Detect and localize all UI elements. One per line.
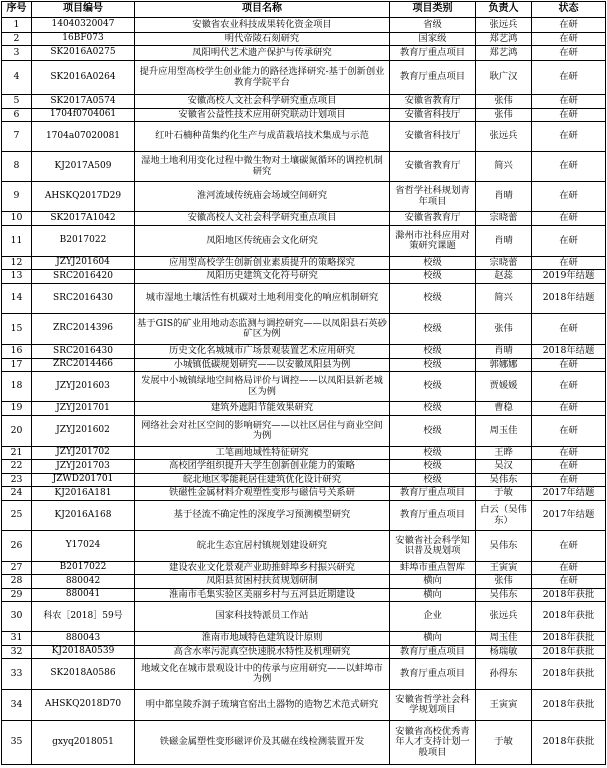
project-category-cell: 校级 — [390, 447, 476, 460]
table-row — [2, 575, 606, 589]
project-category-cell: 校级 — [390, 270, 476, 284]
project-code-cell: JZYJ201703 — [32, 460, 135, 474]
project-category-cell: 横向 — [390, 575, 476, 589]
project-leader-cell: 张远兵 — [476, 122, 532, 152]
project-name-cell: 淮南市毛集实验区美丽乡村与五河县近期建设 — [135, 589, 390, 602]
table-row — [2, 109, 606, 122]
project-leader-cell: 贾媛媛 — [476, 372, 532, 402]
project-leader-cell: 耿广汉 — [476, 61, 532, 95]
project-status-cell: 2018年获批 — [532, 721, 606, 765]
header-cell-status: 状态 — [532, 2, 606, 18]
project-name-cell: 发展中小城镇绿地空间格局评价与调控——以凤阳县新老城区为例 — [135, 372, 390, 402]
row-index-cell: 20 — [2, 416, 32, 447]
project-leader-cell: 肖晴 — [476, 345, 532, 359]
project-name-cell: 皖北生态宜居村镇规划建设研究 — [135, 531, 390, 562]
project-category-cell: 教育厅重点项目 — [390, 646, 476, 659]
project-leader-cell: 郑艺鸿 — [476, 33, 532, 46]
project-code-cell: JZYJ201604 — [32, 257, 135, 270]
project-status-cell: 在研 — [532, 212, 606, 226]
table-row — [2, 122, 606, 152]
project-status-cell: 2018年获批 — [532, 646, 606, 659]
table-row — [2, 562, 606, 575]
table-row — [2, 33, 606, 46]
table-row — [2, 531, 606, 562]
project-category-cell: 校级 — [390, 314, 476, 345]
project-leader-cell: 简兴 — [476, 152, 532, 182]
row-index-cell: 17 — [2, 359, 32, 372]
project-name-cell: 安徽省公益性技术应用研究联动计划项目 — [135, 109, 390, 122]
project-code-cell: 16BF073 — [32, 33, 135, 46]
project-code-cell: KJ2018A0539 — [32, 646, 135, 659]
project-name-cell: 工笔画地域性特征研究 — [135, 447, 390, 460]
project-category-cell: 校级 — [390, 402, 476, 416]
project-status-cell: 在研 — [532, 226, 606, 257]
project-category-cell: 横向 — [390, 589, 476, 602]
project-category-cell: 校级 — [390, 460, 476, 474]
project-code-cell: KJ2016A168 — [32, 501, 135, 531]
project-name-cell: 凤阳地区传统庙会文化研究 — [135, 226, 390, 257]
project-leader-cell: 宗晓蕾 — [476, 212, 532, 226]
project-code-cell: gxyq2018051 — [32, 721, 135, 765]
project-status-cell: 在研 — [532, 257, 606, 270]
project-status-cell: 在研 — [532, 531, 606, 562]
project-name-cell: 凤阳明代艺术遗产保护与传承研究 — [135, 46, 390, 61]
project-status-cell: 在研 — [532, 122, 606, 152]
row-index-cell: 24 — [2, 487, 32, 501]
project-code-cell: 880042 — [32, 575, 135, 589]
project-leader-cell: 张伟 — [476, 314, 532, 345]
project-leader-cell: 于敏 — [476, 487, 532, 501]
row-index-cell: 22 — [2, 460, 32, 474]
project-code-cell: B2017022 — [32, 226, 135, 257]
project-leader-cell: 吴伟东 — [476, 474, 532, 487]
row-index-cell: 14 — [2, 284, 32, 314]
project-status-cell: 2017年结题 — [532, 487, 606, 501]
project-name-cell: 高含水率污泥真空快速脱水特性及机理研究 — [135, 646, 390, 659]
table-row — [2, 18, 606, 33]
table-row — [2, 589, 606, 602]
project-code-cell: ZRC2014466 — [32, 359, 135, 372]
table-row — [2, 152, 606, 182]
project-name-cell: 明代帝陵石刻研究 — [135, 33, 390, 46]
project-name-cell: 历史文化名城城市广场景观装置艺术应用研究 — [135, 345, 390, 359]
project-code-cell: AHSKQ2018D70 — [32, 690, 135, 721]
project-category-cell: 滁州市社科应用对策研究课题 — [390, 226, 476, 257]
project-category-cell: 教育厅重点项目 — [390, 501, 476, 531]
row-index-cell: 25 — [2, 501, 32, 531]
row-index-cell: 21 — [2, 447, 32, 460]
project-leader-cell: 吴汉 — [476, 460, 532, 474]
table-row — [2, 345, 606, 359]
project-code-cell: SRC2016430 — [32, 284, 135, 314]
project-status-cell: 在研 — [532, 33, 606, 46]
row-index-cell: 5 — [2, 95, 32, 109]
project-name-cell: 皖北地区零能耗居住建筑优化设计研究 — [135, 474, 390, 487]
project-category-cell: 教育厅重点项目 — [390, 61, 476, 95]
project-code-cell: KJ2017A509 — [32, 152, 135, 182]
table-row — [2, 646, 606, 659]
project-leader-cell: 赵蕊 — [476, 270, 532, 284]
project-code-cell: JZWD201701 — [32, 474, 135, 487]
project-code-cell: SK2016A0275 — [32, 46, 135, 61]
project-name-cell: 凤阳历史建筑文化符号研究 — [135, 270, 390, 284]
project-status-cell: 2018年获批 — [532, 632, 606, 646]
project-leader-cell: 张伟 — [476, 109, 532, 122]
project-leader-cell: 肖晴 — [476, 182, 532, 212]
project-status-cell: 在研 — [532, 575, 606, 589]
project-status-cell: 2018年获批 — [532, 659, 606, 690]
header-cell-leader: 负责人 — [476, 2, 532, 18]
project-code-cell: Y17024 — [32, 531, 135, 562]
project-code-cell: ZRC2014396 — [32, 314, 135, 345]
project-code-cell: JZYJ201603 — [32, 372, 135, 402]
project-name-cell: 城市湿地土壤活性有机碳对土地利用变化的响应机制研究 — [135, 284, 390, 314]
project-name-cell: 建设农业文化景观产业助推蚌埠乡村振兴研究 — [135, 562, 390, 575]
header-cell-code: 项目编号 — [32, 2, 135, 18]
table-row — [2, 372, 606, 402]
project-status-cell: 在研 — [532, 359, 606, 372]
project-code-cell: SK2018A0586 — [32, 659, 135, 690]
project-status-cell: 2018年获批 — [532, 690, 606, 721]
table-row — [2, 474, 606, 487]
project-status-cell: 在研 — [532, 314, 606, 345]
header-row — [2, 2, 606, 18]
project-leader-cell: 于敏 — [476, 721, 532, 765]
project-code-cell: SK2017A1042 — [32, 212, 135, 226]
project-code-cell: 880043 — [32, 632, 135, 646]
project-category-cell: 安徽省科技厅 — [390, 109, 476, 122]
project-category-cell: 教育厅重点项目 — [390, 487, 476, 501]
row-index-cell: 31 — [2, 632, 32, 646]
project-leader-cell: 曹稳 — [476, 402, 532, 416]
table-row — [2, 447, 606, 460]
project-leader-cell: 王晔 — [476, 447, 532, 460]
project-category-cell: 蚌埠市重点智库 — [390, 562, 476, 575]
project-table — [1, 1, 606, 765]
project-leader-cell: 张伟 — [476, 95, 532, 109]
row-index-cell: 19 — [2, 402, 32, 416]
project-status-cell: 在研 — [532, 109, 606, 122]
project-name-cell: 凤阳县贫困村扶贫规划研制 — [135, 575, 390, 589]
project-category-cell: 企业 — [390, 602, 476, 632]
project-name-cell: 安徽高校人文社会科学研究重点项目 — [135, 212, 390, 226]
project-leader-cell: 孙得东 — [476, 659, 532, 690]
table-row — [2, 61, 606, 95]
project-category-cell: 安徽省教育厅 — [390, 212, 476, 226]
project-status-cell: 在研 — [532, 372, 606, 402]
project-status-cell: 在研 — [532, 46, 606, 61]
header-cell-category: 项目类别 — [390, 2, 476, 18]
project-category-cell: 校级 — [390, 359, 476, 372]
table-row — [2, 226, 606, 257]
project-leader-cell: 周玉佳 — [476, 416, 532, 447]
project-name-cell: 湿地土地利用变化过程中微生物对土壤碳氮循环的调控机制研究 — [135, 152, 390, 182]
project-name-cell: 明中都皇陵乔洞子琉璃官窑出土器物的造物艺术范式研究 — [135, 690, 390, 721]
row-index-cell: 33 — [2, 659, 32, 690]
project-code-cell: JZYJ201602 — [32, 416, 135, 447]
project-category-cell: 横向 — [390, 632, 476, 646]
project-name-cell: 安徽高校人文社会科学研究重点项目 — [135, 95, 390, 109]
project-status-cell: 2018年获批 — [532, 589, 606, 602]
project-leader-cell: 白云（吴伟东） — [476, 501, 532, 531]
table-row — [2, 46, 606, 61]
project-status-cell: 在研 — [532, 416, 606, 447]
project-code-cell: SK2016A0264 — [32, 61, 135, 95]
project-category-cell: 安徽省社会科学知识普及规划项 — [390, 531, 476, 562]
project-status-cell: 在研 — [532, 18, 606, 33]
project-code-cell: 科农［2018］59号 — [32, 602, 135, 632]
row-index-cell: 29 — [2, 589, 32, 602]
row-index-cell: 28 — [2, 575, 32, 589]
project-name-cell: 淮南市地域特色建筑设计原则 — [135, 632, 390, 646]
row-index-cell: 8 — [2, 152, 32, 182]
project-leader-cell: 王寅寅 — [476, 562, 532, 575]
row-index-cell: 13 — [2, 270, 32, 284]
table-row — [2, 257, 606, 270]
project-code-cell: JZYJ201701 — [32, 402, 135, 416]
project-code-cell: AHSKQ2017D29 — [32, 182, 135, 212]
table-row — [2, 314, 606, 345]
table-row — [2, 659, 606, 690]
table-row — [2, 602, 606, 632]
row-index-cell: 18 — [2, 372, 32, 402]
project-code-cell: SRC2016430 — [32, 345, 135, 359]
project-name-cell: 地域文化在城市景观设计中的传承与应用研究——以蚌埠市为例 — [135, 659, 390, 690]
project-name-cell: 高校团学组织提升大学生创新创业能力的策略 — [135, 460, 390, 474]
project-leader-cell: 张远兵 — [476, 18, 532, 33]
row-index-cell: 12 — [2, 257, 32, 270]
project-category-cell: 安徽省教育厅 — [390, 95, 476, 109]
row-index-cell: 26 — [2, 531, 32, 562]
project-category-cell: 校级 — [390, 416, 476, 447]
row-index-cell: 34 — [2, 690, 32, 721]
project-status-cell: 在研 — [532, 182, 606, 212]
project-category-cell: 教育厅重点项目 — [390, 46, 476, 61]
project-name-cell: 应用型高校学生创新创业素质提升的策略探究 — [135, 257, 390, 270]
project-status-cell: 2018年获批 — [532, 602, 606, 632]
project-category-cell: 国家级 — [390, 33, 476, 46]
project-status-cell: 在研 — [532, 562, 606, 575]
row-index-cell: 30 — [2, 602, 32, 632]
project-name-cell: 基于GIS的矿业用地动态监测与调控研究——以凤阳县石英砂矿区为例 — [135, 314, 390, 345]
project-status-cell: 2019年结题 — [532, 270, 606, 284]
project-leader-cell: 张远兵 — [476, 602, 532, 632]
table-row — [2, 721, 606, 765]
project-category-cell: 安徽省高校优秀青年人才支持计划一般项目 — [390, 721, 476, 765]
row-index-cell: 3 — [2, 46, 32, 61]
table-row — [2, 182, 606, 212]
row-index-cell: 15 — [2, 314, 32, 345]
table-row — [2, 212, 606, 226]
project-status-cell: 2018年结题 — [532, 345, 606, 359]
project-name-cell: 基于径流不确定性的深度学习预测模型研究 — [135, 501, 390, 531]
project-code-cell: JZYJ201702 — [32, 447, 135, 460]
project-leader-cell: 杨瑞敏 — [476, 646, 532, 659]
project-leader-cell: 郭娜娜 — [476, 359, 532, 372]
project-name-cell: 网络社会对社区空间的影响研究——以社区居住与商业空间为例 — [135, 416, 390, 447]
row-index-cell: 9 — [2, 182, 32, 212]
project-code-cell: B2017022 — [32, 562, 135, 575]
project-category-cell: 校级 — [390, 372, 476, 402]
project-name-cell: 淮河流域传统庙会场域空间研究 — [135, 182, 390, 212]
project-leader-cell: 郑艺鸿 — [476, 46, 532, 61]
project-category-cell: 校级 — [390, 474, 476, 487]
project-category-cell: 安徽省哲学社会科学规划项目 — [390, 690, 476, 721]
project-status-cell: 在研 — [532, 460, 606, 474]
project-code-cell: SK2017A0574 — [32, 95, 135, 109]
project-list-sheet — [1, 1, 605, 765]
project-code-cell: KJ2016A181 — [32, 487, 135, 501]
project-leader-cell: 王寅寅 — [476, 690, 532, 721]
row-index-cell: 10 — [2, 212, 32, 226]
row-index-cell: 32 — [2, 646, 32, 659]
project-status-cell: 在研 — [532, 152, 606, 182]
row-index-cell: 35 — [2, 721, 32, 765]
header-cell-index: 序号 — [2, 2, 32, 18]
project-category-cell: 校级 — [390, 257, 476, 270]
project-status-cell: 在研 — [532, 447, 606, 460]
table-row — [2, 632, 606, 646]
row-index-cell: 7 — [2, 122, 32, 152]
project-leader-cell: 周玉佳 — [476, 632, 532, 646]
project-status-cell: 2017年结题 — [532, 501, 606, 531]
project-code-cell: 1704a07020081 — [32, 122, 135, 152]
project-name-cell: 提升应用型高校学生创业能力的路径选择研究-基于创新创业教育学院平台 — [135, 61, 390, 95]
project-status-cell: 2018年结题 — [532, 284, 606, 314]
table-row — [2, 359, 606, 372]
row-index-cell: 2 — [2, 33, 32, 46]
row-index-cell: 16 — [2, 345, 32, 359]
project-leader-cell: 肖晴 — [476, 226, 532, 257]
row-index-cell: 4 — [2, 61, 32, 95]
project-category-cell: 教育厅重点项目 — [390, 659, 476, 690]
table-row — [2, 501, 606, 531]
project-code-cell: SRC2016420 — [32, 270, 135, 284]
project-name-cell: 国家科技特派员工作站 — [135, 602, 390, 632]
header-cell-name: 项目名称 — [135, 2, 390, 18]
project-category-cell: 省级 — [390, 18, 476, 33]
table-row — [2, 284, 606, 314]
table-row — [2, 416, 606, 447]
project-status-cell: 在研 — [532, 95, 606, 109]
row-index-cell: 27 — [2, 562, 32, 575]
project-leader-cell: 简兴 — [476, 284, 532, 314]
project-name-cell: 小城镇低碳规划研究——以安徽凤阳县为例 — [135, 359, 390, 372]
table-row — [2, 487, 606, 501]
project-category-cell: 安徽省教育厅 — [390, 152, 476, 182]
project-leader-cell: 吴伟东 — [476, 589, 532, 602]
project-name-cell: 建筑外遮阳节能效果研究 — [135, 402, 390, 416]
project-name-cell: 安徽省农业科技成果转化资金项目 — [135, 18, 390, 33]
table-row — [2, 270, 606, 284]
project-status-cell: 在研 — [532, 61, 606, 95]
project-category-cell: 安徽省科技厅 — [390, 122, 476, 152]
project-leader-cell: 张伟 — [476, 575, 532, 589]
project-category-cell: 校级 — [390, 284, 476, 314]
project-code-cell: 14040320047 — [32, 18, 135, 33]
table-row — [2, 460, 606, 474]
project-code-cell: 880041 — [32, 589, 135, 602]
project-name-cell: 铁磁金属塑性变形磁评价及其磁在线检测装置开发 — [135, 721, 390, 765]
table-row — [2, 690, 606, 721]
row-index-cell: 23 — [2, 474, 32, 487]
table-body — [2, 18, 606, 765]
table-row — [2, 95, 606, 109]
project-leader-cell: 宗晓蕾 — [476, 257, 532, 270]
project-name-cell: 红叶石楠种苗集约化生产与成苗栽培技术集成与示范 — [135, 122, 390, 152]
project-status-cell: 在研 — [532, 474, 606, 487]
table-row — [2, 402, 606, 416]
project-category-cell: 校级 — [390, 345, 476, 359]
project-code-cell: 1704f0704061 — [32, 109, 135, 122]
project-category-cell: 省哲学社科规划青年项目 — [390, 182, 476, 212]
project-name-cell: 铁磁性金属材料介观塑性变形与磁信号关系研 — [135, 487, 390, 501]
project-status-cell: 在研 — [532, 402, 606, 416]
project-leader-cell: 吴伟东 — [476, 531, 532, 562]
row-index-cell: 11 — [2, 226, 32, 257]
row-index-cell: 6 — [2, 109, 32, 122]
row-index-cell: 1 — [2, 18, 32, 33]
